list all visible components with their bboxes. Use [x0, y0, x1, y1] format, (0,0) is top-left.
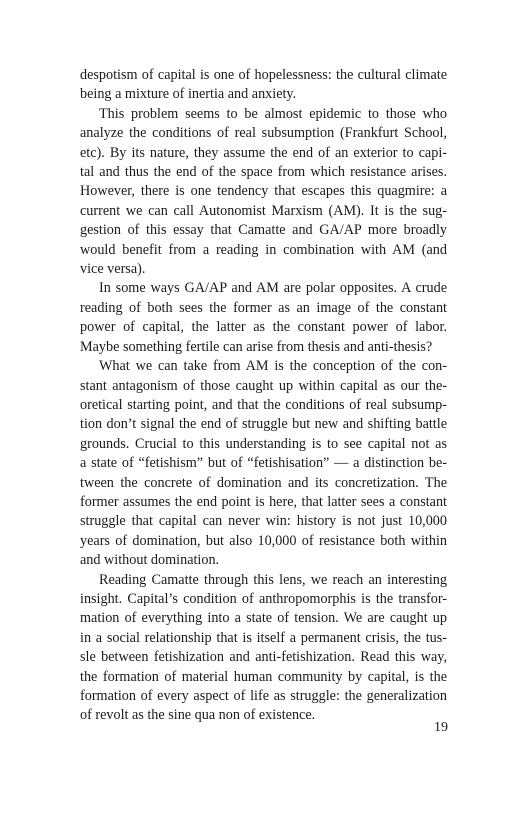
text-line: years of domination, but also 10,000 of resistance both within	[80, 532, 447, 549]
text-line: etc). By its nature, they assume the end of an exterior to capi-	[80, 144, 447, 161]
text-line: former assumes the end point is here, that latter sees a constant	[80, 493, 447, 510]
text-line: Reading Camatte through this lens, we reach an interesting	[99, 571, 447, 588]
text-line: vice versa).	[80, 261, 146, 278]
text-line: analyze the conditions of real subsumption (Frankfurt School,	[80, 125, 447, 142]
text-line: mation of everything into a state of tension. We are caught up	[80, 610, 447, 627]
text-line: stant antagonism of those caught up within capital as our the-	[80, 377, 447, 394]
page-body	[80, 66, 447, 726]
text-line: despotism of capital is one of hopelessness: the cultural climate	[80, 67, 447, 83]
text-line: sle between fetishization and anti-fetishization. Read this way,	[80, 649, 447, 666]
body-text	[80, 66, 447, 726]
text-line: in a social relationship that is itself a permanent crisis, the tus-	[80, 629, 447, 646]
paragraph	[80, 571, 447, 726]
text-line: gestion of this essay that Camatte and GA/AP more broadly	[80, 222, 447, 239]
text-line: formation of every aspect of life as struggle: the generalization	[80, 688, 447, 704]
text-line: oretical starting point, and that the conditions of real subsump-	[80, 396, 447, 413]
text-line: the formation of material human community by capital, is the	[80, 668, 447, 685]
paragraph	[80, 357, 447, 570]
text-line: of revolt as the sine qua non of existence.	[80, 707, 316, 724]
text-line: What we can take from AM is the conception of the con-	[99, 358, 447, 375]
text-line: would benefit from a reading in combination with AM (and	[80, 241, 447, 258]
paragraph	[80, 279, 447, 357]
text-line: power of capital, the latter as the constant power of labor.	[80, 319, 447, 336]
text-line: reading of both sees the former as an image of the constant	[80, 299, 447, 316]
paragraph	[80, 66, 447, 105]
text-line: However, there is one tendency that escapes this quagmire: a	[80, 183, 447, 200]
text-line: current we can call Autonomist Marxism (AM). It is the sug-	[80, 202, 447, 219]
text-line: tween the concrete of domination and its concretization. The	[80, 474, 447, 491]
paragraph	[80, 105, 447, 280]
page-number: 19	[434, 720, 448, 735]
text-line: being a mixture of inertia and anxiety.	[80, 86, 297, 103]
text-line: and without domination.	[80, 552, 220, 569]
text-line: tal and thus the end of the space from which resistance arises.	[80, 164, 447, 181]
text-line: insight. Capital’s condition of anthropomorphis is the transfor-	[80, 590, 447, 607]
text-line: Maybe something fertile can arise from thesis and anti-thesis?	[80, 338, 433, 355]
text-line: grounds. Crucial to this understanding is to see capital not as	[80, 435, 447, 452]
text-line: In some ways GA/AP and AM are polar opposites. A crude	[99, 280, 447, 297]
text-line: This problem seems to be almost epidemic to those who	[99, 105, 447, 122]
text-line: struggle that capital can never win: history is not just 10,000	[80, 513, 447, 530]
text-line: a state of “fetishism” but of “fetishisation” — a distinction be-	[80, 455, 447, 472]
text-line: tion don’t signal the end of struggle but new and shifting battle	[80, 416, 447, 433]
